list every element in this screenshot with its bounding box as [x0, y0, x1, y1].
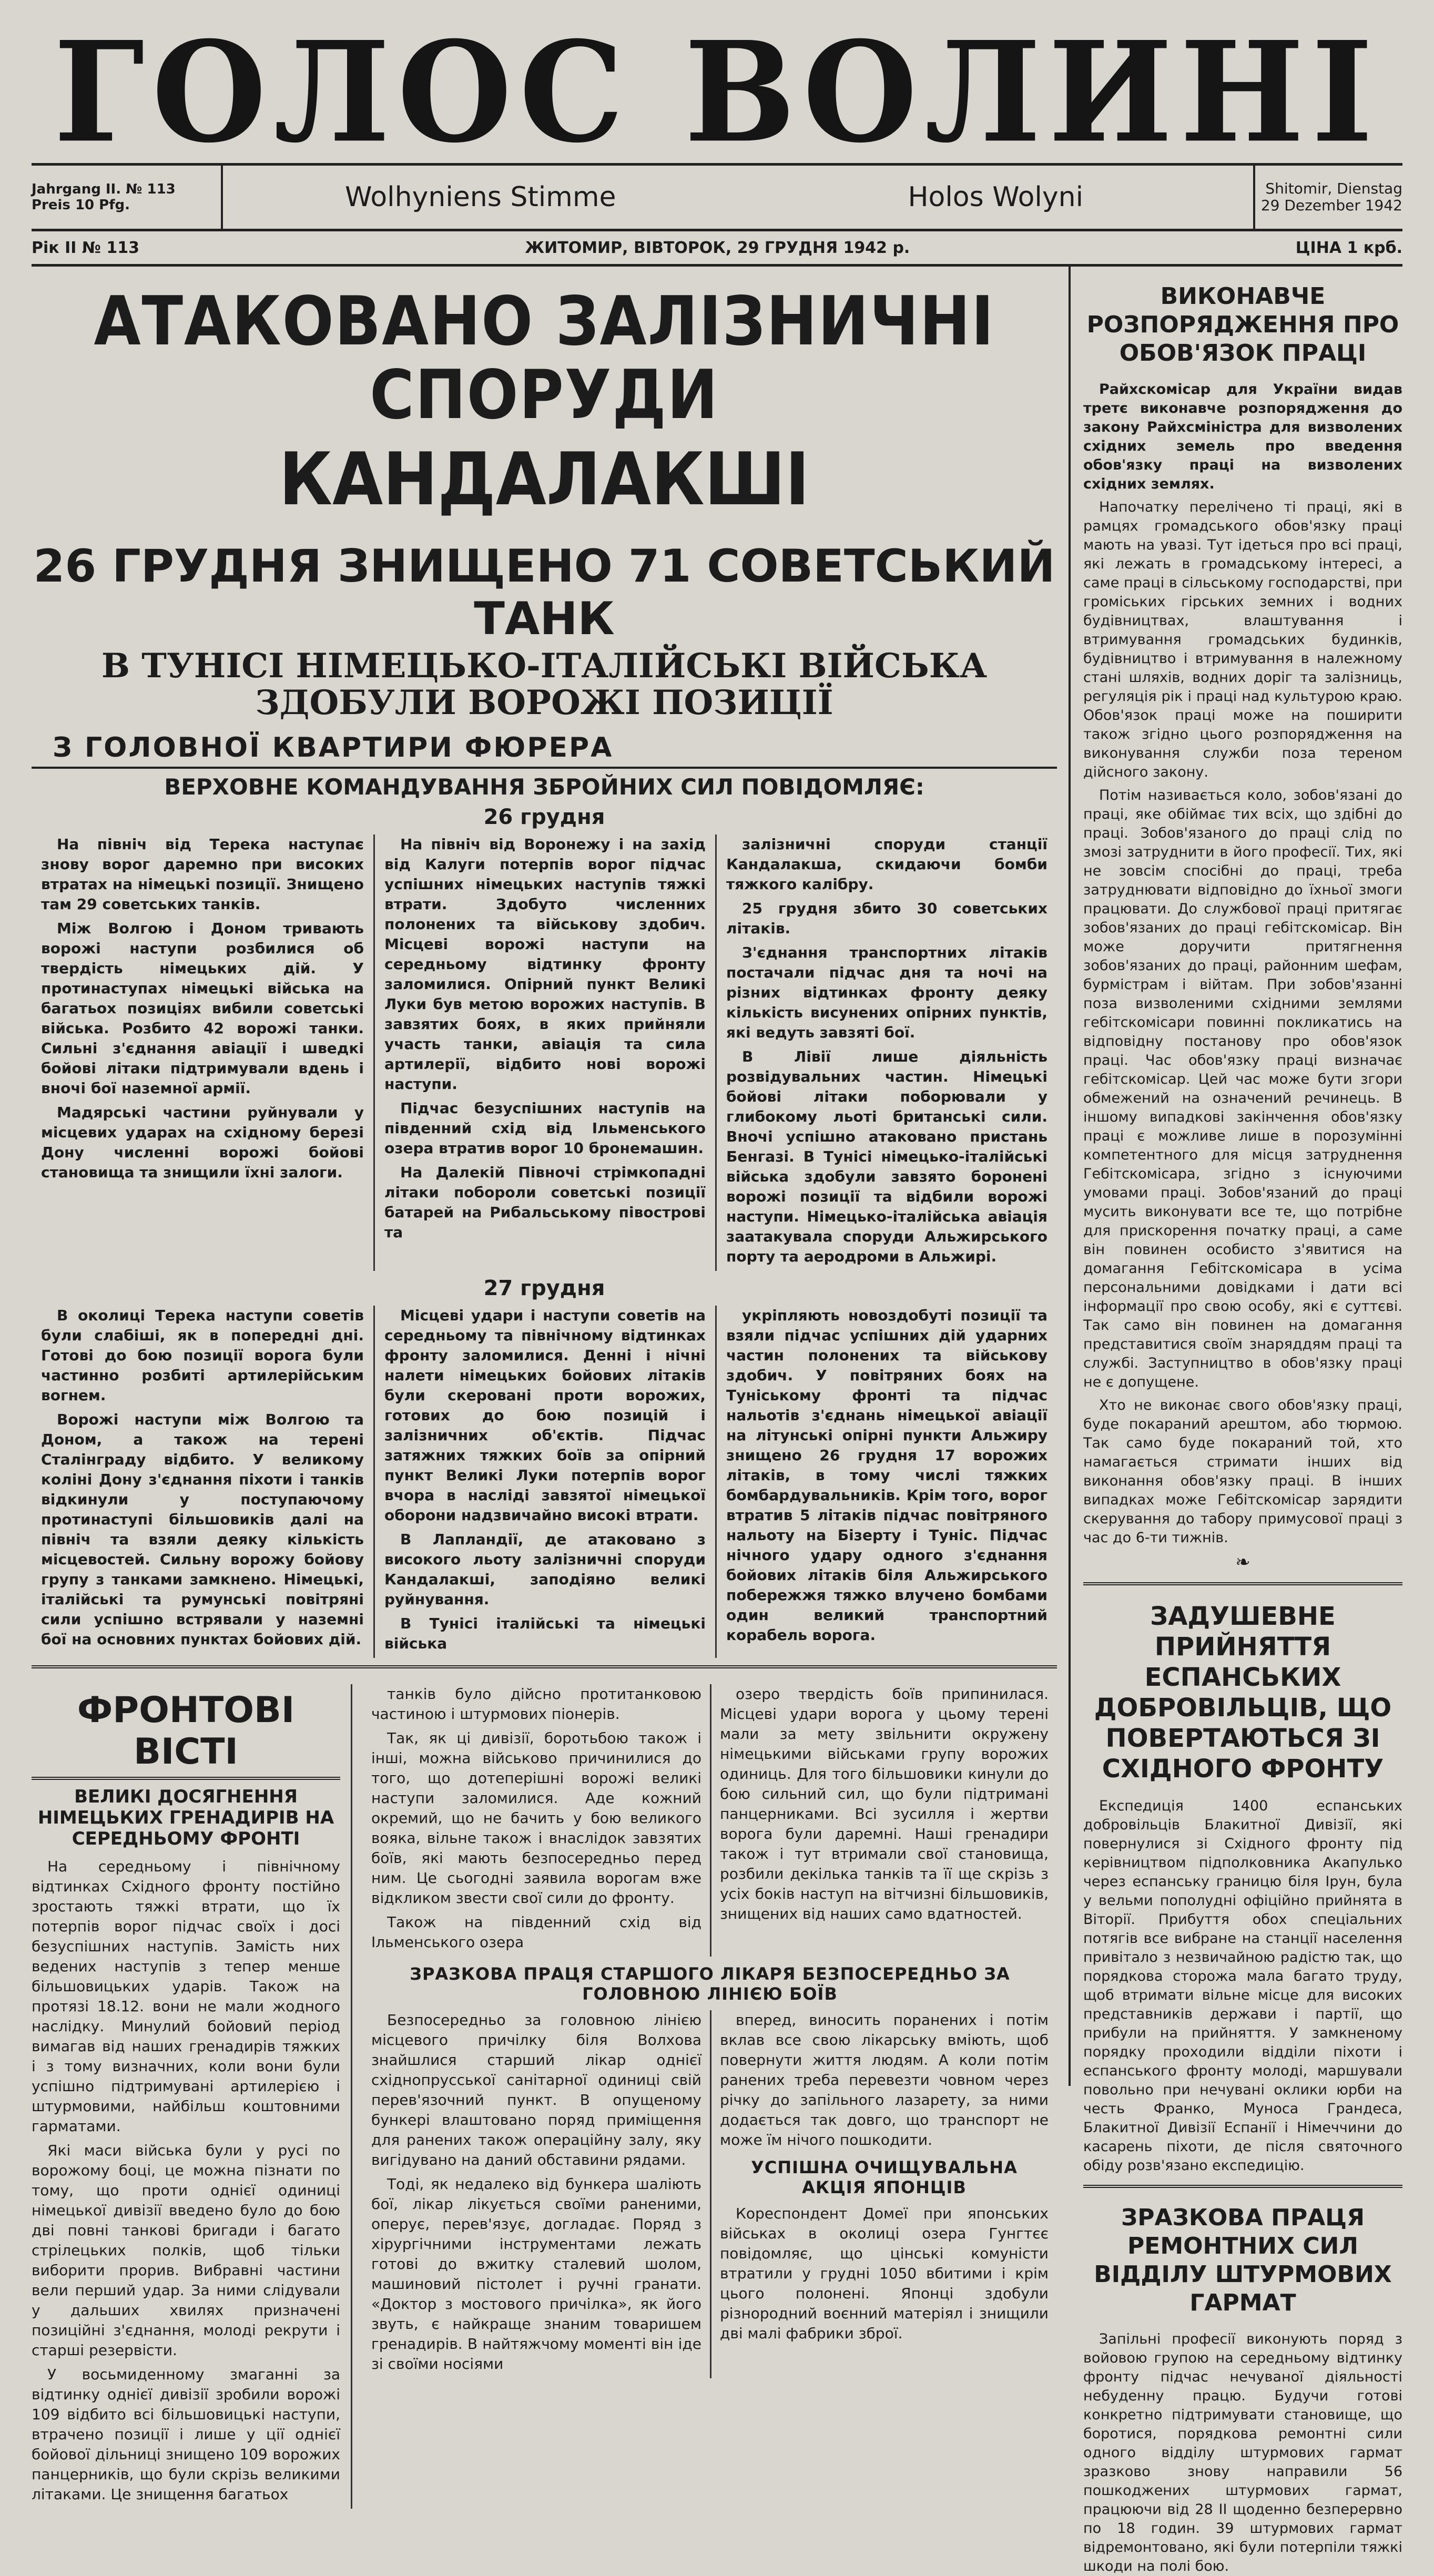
- paragraph: Напочатку перелічено ті праці, які в рамцях громадського обов'язку праці мають на увазі. Тут ідеться про всі праці, які лежать в громадському інтересі, а саме праці в сільському господарстві, при громіських гірських земних і водних будівництвах, влаштування і втримування громадських будинків, будівництво і втримування в належному стані шляхів, водних доріг та залізниць, регуляція рік і праці над культурою краю. Обов'язок праці може на поширити також згідно цього розпорядження на виконування служби поза тереном дійсного закону.: [1083, 499, 1402, 780]
- section-label: З ГОЛОВНОЇ КВАРТИРИ ФЮРЕРА: [53, 732, 614, 763]
- latin-name: Holos Wolyni: [738, 166, 1256, 229]
- masthead: [32, 11, 1402, 174]
- ornament-icon: ❧: [1235, 1552, 1250, 1573]
- command-announcement: ВЕРХОВНЕ КОМАНДУВАННЯ ЗБРОЙНИХ СИЛ ПОВІДОМЛЯЄ:: [164, 774, 924, 800]
- repair-crews-title: ЗРАЗКОВА ПРАЦЯ РЕМОНТНИХ СИЛ ВІДДІЛУ ШТУРМОВИХ ГАРМАТ: [1094, 2204, 1392, 2316]
- paragraph: Безпосередньо за головною лінією місцевого причілку біля Волхова знайшлися старший лікар однієї східнопрусської санітарної одиниці свій перев'язочний пункт. В опущеному бункері влаштовано поряд приміщення для ранених також операційну залу, яку вигідувано на даний обставини рядами.: [371, 2011, 701, 2168]
- issue-info-german: [32, 166, 223, 229]
- doctor-article: [363, 2010, 1057, 2378]
- paragraph: Так, як ці дивізії, боротьбою також і інші, можна військово причинилися до того, що дотеперішні ворожі великі наступи заломилися. Аде кожний окремий, що не бачить у бою великого вояка, вільне також і внаслідок завзятих боїв, які мають безпосередньо перед ним. Це сьогодні заявила ворогам вже відкликом звести свої сили до фронту.: [371, 1729, 701, 1907]
- paragraph: 25 грудня збито 30 советських літаків.: [726, 900, 1047, 937]
- paragraph: Які маси війська були у русі по ворожому боці, це можна пізнати по тому, що проти однієї одиниці німецької дивізії введено було до бою дві повні танкові бригади і багато стрілецьких полків, щоб тільки виборити прорив. Вибравні частини вели перший удар. За ними слідували у дальших хвилях призначені позиційні з'єднання, молоді рекрути і старші резервісти.: [32, 2142, 340, 2359]
- paragraph: Райхскомісар для України видав третє виконавче розпорядження до закону Райхсміністра для визволених східних земель про введення обов'язку праці на визволених східних землях.: [1083, 381, 1402, 492]
- place-day: Shitomir, Dienstag: [1265, 180, 1402, 197]
- paragraph: В Лапландії, де атаковано з високого льоту залізничні споруди Кандалакші, заподіяно великі руйнування.: [384, 1531, 706, 1608]
- report-dec26-col1: [32, 834, 373, 1271]
- front-news-subhead: ВЕЛИКІ ДОСЯГНЕННЯ НІМЕЦЬКИХ ГРЕНАДИРІВ НА СЕРЕДНЬОМУ ФРОНТІ: [37, 1786, 334, 1849]
- doctor-col2: [710, 2010, 1057, 2378]
- paragraph: На Далекій Півночі стрімкопадні літаки побороли советські позиції батарей на Рибальському півострові та: [384, 1164, 706, 1241]
- report-dec26-col3: [715, 834, 1057, 1271]
- paragraph: озеро твердість боїв припинилася. Місцеві удари ворога у цьому терені мали за мету звільнити окружену німецькими військами групу ворожих одиниць. Для того більшовики кинули до бою сильний сил, що були підтримані панцерниками. Всі зусилля і жертви ворога були даремні. Наші гренадири також і тут втримали свої становища, розбили декілька танків та її ще скрізь з усіх боків наступ на вітчизні більшовиків, знищених від наших само вдатностей.: [720, 1685, 1049, 1922]
- lead-headline: АТАКОВАНО ЗАЛІЗНИЧНІ СПОРУДИ: [94, 282, 995, 434]
- paragraph: У восьмиденному змаганні за відтинку однієї дивізії зробили ворожі 109 відбито всі більшовицькі наступи, втрачено позиції і лише у ції однієї бойової дільниці знищено 109 ворожих панцерників, що були скрізь великими літаками. Це знищення багатьох: [32, 2366, 340, 2503]
- paragraph: На середньому і північному відтинках Східного фронту постійно зростають тяжкі втрати, що їх потерпів ворог підчас своїх і досі безуспішних наступів. Замість них ведених наступів з тепер менше більшовицьких ударів. Також на протязі 18.12. вони не мали жодного наслідку. Минулий бойовий період вимагав від наших гренадирів тяжких і з тому визначних, коли вони були успішно підтримувані артилерією і штурмовими, найбільш коштовними гарматами.: [32, 1858, 340, 2135]
- price: ЦІНА 1 крб.: [1295, 238, 1402, 257]
- continuation-col1: [363, 1684, 710, 1957]
- page-content: [32, 267, 1402, 2574]
- front-news-right: [352, 1684, 1057, 2509]
- paragraph: На північ від Терека наступає знову ворог даремно при високих втратах на німецькі позиції. Знищено там 29 советських танків.: [41, 836, 364, 913]
- divider: [1083, 2185, 1402, 2188]
- place-date-german: [1255, 166, 1402, 229]
- report-dec27-col2: [373, 1306, 715, 1658]
- main-column: [32, 267, 1057, 2503]
- masthead-subbar: [32, 163, 1402, 231]
- date-heading-26: 26 грудня: [483, 805, 605, 829]
- paragraph: Підчас безуспішних наступів на південний схід від Ільменського озера втратив ворог 10 бронемашин.: [384, 1099, 706, 1157]
- paragraph: вперед, виносить поранених і потім вклав все свою лікарську вміють, щоб повернути життя людям. А коли потім ранених треба перевезти човном через річку до запільного лазарету, за ними додається так довго, що транспорт не може їм нічого пошкодити.: [720, 2011, 1049, 2149]
- front-news-section: [32, 1684, 1057, 2509]
- divider: [1083, 1582, 1402, 1585]
- japan-article-title: УСПІШНА ОЧИЩУВАЛЬНА АКЦІЯ ЯПОНЦІВ: [751, 2157, 1018, 2197]
- paragraph: Експедиція 1400 еспанських добровільців Блакитної Дивізії, які повернулися зі Східного фронту під керівництвом підполковника Акапулько через еспанську границю біля Ірун, була у вельми пополудні офіційно прийнята в Віторії. Прибуття обох спеціальних потягів все вибране на станції населення привітало з незвичайною радістю так, що порядкова сторожа мала багато труду, щоб втримати вільне місце для високих представників держави і партії, що прибули на прийняття. У замкненому порядку проходили відділи піхоти і еспанського фронту молоді, маршували повольно при нечувані оклики юрби на честь Франко, Муноса Грандеса, Блакитної Дивізії Еспанії і Німеччини до касарень піхоти, де після святочного обіду розв'язано експедицію.: [1083, 1798, 1402, 2174]
- paragraph: З'єднання транспортних літаків постачали підчас дня та ночі на різних відтинках фронту деяку кількість висунених опірних пунктів, які ведуть завзяті бої.: [726, 944, 1047, 1041]
- front-news-continuation: [363, 1684, 1057, 1957]
- report-dec27-col1: [32, 1306, 373, 1658]
- doctor-col1: [363, 2010, 710, 2378]
- lead-subheadline: 26 ГРУДНЯ ЗНИЩЕНО 71 СОВЕТСЬКИЙ ТАНК: [33, 540, 1055, 645]
- paragraph: В Лівії лише діяльність розвідувальних частин. Німецькі бойові літаки поборювали у глибокому льоті британські сили. Вночі успішно атаковано пристань Бенгазі. В Тунісі німецько-італійські війська здобули завзято боронені ворожі позиції та відбили ворожі наступи. Німецько-італійська авіація заатакувала споруди Альжирського порту та аеродроми в Альжирі.: [726, 1048, 1047, 1265]
- paragraph: залізничні споруди станції Кандалакша, скидаючи бомби тяжкого калібру.: [726, 836, 1047, 893]
- paragraph: танків було дійсно протитанковою частиною і штурмових піонерів.: [371, 1685, 701, 1723]
- paragraph: Мадярські частини руйнували у місцевих ударах на східному березі Дону численні ворожі бойові становища та знищили їхні залоги.: [41, 1104, 364, 1181]
- paragraph: В околиці Терека наступи советів були слабіші, як в попередні дні. Готові до бою позиції ворога були частинно розбиті артилерійським вогнем.: [41, 1307, 364, 1404]
- report-dec26: [32, 834, 1057, 1271]
- divider: [32, 767, 1057, 769]
- decorative-divider: [32, 1665, 1057, 1679]
- paragraph: Місцеві удари і наступи советів на середньому та північному відтинках фронту заломилися. Денні і нічні налети німецьких бойових літаків були скеровані проти ворожих, готових до бою позицій і залізничних об'єктів. Підчас затяжних тяжких боїв за опірний пункт Великі Луки потерпів ворог вчора в насліді завзятої німецької оборони надзвичайно високі втрати.: [384, 1307, 706, 1524]
- paragraph: Тоді, як недалеко від бункера шаліють бої, лікар лікується своїми раненими, оперує, перев'язує, догладає. Поряд з хірургічними інструментами лежать готові до вжитку сталевий шолом, машиновий пістолет і ручні гранати. «Доктор з мостового причілка», як його звуть, є найкраще знаним товаришем гренадирів. В найтяжчому моменті він іде зі своїми носіями: [371, 2175, 701, 2373]
- paragraph: На північ від Воронежу і на захід від Калуги потерпів ворог підчас успішних німецьких наступів тяжкі втрати. Здобуто численних полонених та військову здобич. Місцеві ворожі наступи на середньому відтинку фронту заломилися. Опірний пункт Великі Луки був метою ворожих наступів. В завзятих боях, в яких прийняли участь танки, авіація та сила артилерії, відбито нові ворожі наступи.: [384, 836, 706, 1093]
- date-heading-27: 27 грудня: [483, 1276, 605, 1300]
- front-news-title: ФРОНТОВІ ВІСТІ: [32, 1689, 340, 1780]
- paragraph: Між Волгою і Доном тривають ворожі наступи розбилися об твердість німецьких дій. У протинаступах німецькі війська на багатьох позиціях вибили советські війська. Розбито 42 ворожі танки. Сильні з'єднання авіації і шведкі бойові літаки підтримували вдень і вночі бої наземної армії.: [41, 920, 364, 1097]
- german-name: Wolhyniens Stimme: [345, 181, 616, 213]
- paragraph: Потім називається коло, зобов'язані до праці, яке обіймає тих всіх, що здібні до праці. Зобов'язаного до праці слід по змозі затруднити в його професії. Тих, які не зовсім спосібні до праці, треба затруднювати відповідно до їхньої змоги працювати. До службової праці притягає зобов'язаних до праці гебітскомісар. Він може доручити притягнення зобов'язаних до праці, районним шефам, бурмістрам і війтам. При зобов'язанні поза визволеними східними землями гебітскомісари повинні покликатись на відповідну постанову про обов'язок праці. Час обов'язку праці визначає гебітскомісар. Цей час може бути згори обмежений на означений речинець. В іншому випадкові закінчення обов'язку праці є можливе лише в порозумінні компетентного для місця затруднення Гебітскомісара, згідно з існуючими умовами праці. Зобов'язаний до праці мусить виконувати все те, що потрібне для прискорення початку праці, а саме він повинен особисто з'явитися на домагання Гебітскомісара в усіма персональними довідками і дати всі інформації про свою особу, які є суттєві. Так само він повинен на домагання представитися своїм знаряддям праці та службі. Заступництво в обов'язку праці не є допущене.: [1083, 787, 1402, 1390]
- paragraph: В Тунісі італійські та німецькі війська: [384, 1615, 706, 1652]
- labor-decree-title: ВИКОНАВЧЕ РОЗПОРЯДЖЕННЯ ПРО ОБОВ'ЯЗОК ПРАЦІ: [1086, 283, 1399, 366]
- paragraph: Також на південний схід від Ільменського озера: [371, 1913, 701, 1951]
- dateline: ЖИТОМИР, ВІВТОРОК, 29 ГРУДНЯ 1942 р.: [525, 238, 910, 257]
- issue-number: Рік II № 113: [32, 238, 140, 257]
- spanish-volunteers-title: ЗАДУШЕВНЕ ПРИЙНЯТТЯ ЕСПАНСЬКИХ ДОБРОВІЛЬЦІВ, ЩО ПОВЕРТАЮТЬСЯ ЗІ СХІДНОГО ФРОНТУ: [1094, 1602, 1392, 1784]
- date-german: 29 Dezember 1942: [1260, 197, 1402, 214]
- doctor-article-title: ЗРАЗКОВА ПРАЦЯ СТАРШОГО ЛІКАРЯ БЕЗПОСЕРЕДНЬО ЗА ГОЛОВНОЮ ЛІНІЄЮ БОЇВ: [410, 1964, 1010, 2004]
- newspaper-title: ГОЛОС ВОЛИНІ: [54, 11, 1380, 174]
- lead-subheadline-tunisia: В ТУНІСІ НІМЕЦЬКО-ІТАЛІЙСЬКІ ВІЙСЬКА ЗДОБУЛИ ВОРОЖІ ПОЗИЦІЇ: [101, 646, 988, 722]
- paragraph: Запільні професії виконують поряд з войовою групою на середньому відтинку фронту підчас нечуваної діяльності небуденну працю. Будучи готові конкретно підтримувати становище, що боротися, порядкова ремонтні сили одного відділу штурмових гармат зразково знову направили 56 пошкоджених штурмових гармат, працюючи від 28 II щоденно безперервно по 18 годин. 39 штурмових гармат відремонтовано, які були потерпіли тяжкі шкоди на полі бою.: [1083, 2331, 1402, 2574]
- sidebar-column: [1069, 267, 1402, 2574]
- paragraph: укріпляють новоздобуті позиції та взяли підчас успішних дій ударних частин полонених та військову здобич. У повітряних боях на Туніському фронті та підчас нальотів з'єднань німецької авіації на літунські опірні пункти Альжиру знищено 26 грудня 17 ворожих літаків, в тому числі тяжких бомбардувальників. Крім того, ворог втратив 5 літаків підчас повітряного нальоту на Бізерту і Туніс. Підчас нічного удару одного з'єднання бойових літаків біля Альжирського побережжя тяжко влучено бомбами один великий транспортний корабель ворога.: [726, 1307, 1047, 1644]
- price-german: Preis 10 Pfg.: [32, 197, 130, 213]
- lead-headline-place: КАНДАЛАКШІ: [279, 437, 810, 522]
- volume-number: Jahrgang II. № 113: [32, 181, 176, 197]
- dateline-bar: [32, 231, 1402, 267]
- report-dec27: [32, 1306, 1057, 1658]
- paragraph: Ворожі наступи між Волгою та Доном, а також на терені Сталінграду відбито. У великому коліні Дону з'єднання піхоти і танків відкинули у поступаючому протинаступі більшовиків далі на північ та взяли деяку кількість місцевостей. Сильну ворожу бойову групу з танками замкнено. Німецькі, італійські та румунські повітряні сили успішно встрявали у наземні бої на основних пунктах бойових дій.: [41, 1411, 364, 1648]
- report-dec26-col2: [373, 834, 715, 1271]
- report-dec27-col3: [715, 1306, 1057, 1658]
- paragraph: Кореспондент Домеї при японських військах в околиці озера Гунгтєє повідомляє, що цінські комуністи втратили у грудні 1050 вбитими і крім цього полонені. Японці здобули різнородний воєнний матеріял і знищили дві малі фабрики зброї.: [720, 2205, 1049, 2342]
- paragraph: Хто не виконає свого обов'язку праці, буде покараний арештом, або тюрмою. Так само буде покараний той, хто намагається стримати інших від виконання обов'язку праці. В інших випадках може Гебітскомісар зарядити скерування до табору примусової праці з час до 6-ти тижнів.: [1083, 1397, 1402, 1546]
- front-news-left: [32, 1684, 352, 2509]
- continuation-col2: [710, 1684, 1057, 1957]
